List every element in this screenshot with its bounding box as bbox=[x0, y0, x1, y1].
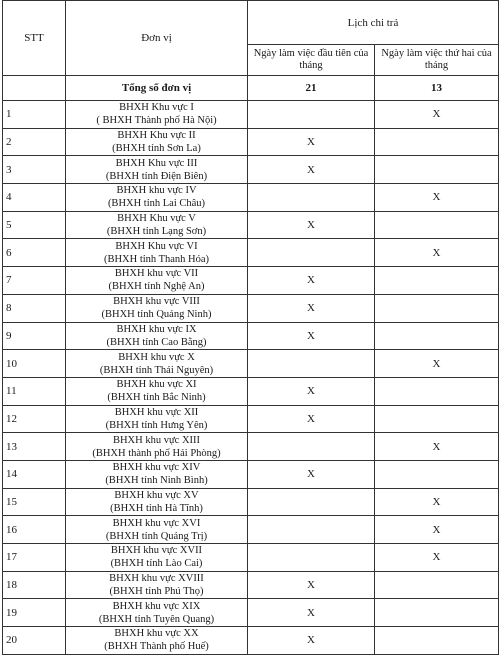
unit-name: BHXH khu vực VII bbox=[114, 268, 199, 280]
table-row bbox=[3, 405, 499, 433]
row-unit bbox=[66, 211, 248, 239]
row-stt: 13 bbox=[3, 433, 66, 461]
unit-name: BHXH Khu vực III bbox=[115, 157, 198, 169]
second-day-mark bbox=[375, 377, 499, 405]
unit-province: (BHXH tỉnh Bắc Ninh) bbox=[107, 392, 206, 404]
unit-province: (BHXH tỉnh Quảng Ninh) bbox=[101, 309, 212, 321]
row-unit bbox=[66, 350, 248, 378]
table-row bbox=[3, 156, 499, 184]
row-unit bbox=[66, 488, 248, 516]
first-day-mark: X bbox=[248, 128, 375, 156]
unit-province: (BHXH tỉnh Sơn La) bbox=[112, 143, 201, 155]
table-row bbox=[3, 544, 499, 572]
table-row bbox=[3, 516, 499, 544]
totals-first-count: 21 bbox=[248, 76, 375, 101]
table-row bbox=[3, 267, 499, 295]
unit-name: BHXH khu vực XVIII bbox=[109, 573, 204, 585]
second-day-mark bbox=[375, 627, 499, 655]
row-stt: 14 bbox=[3, 460, 66, 488]
row-stt: 15 bbox=[3, 488, 66, 516]
first-day-mark bbox=[248, 488, 375, 516]
row-unit bbox=[66, 627, 248, 655]
unit-name: BHXH khu vực IX bbox=[116, 323, 197, 335]
second-day-mark bbox=[375, 211, 499, 239]
second-day-mark: X bbox=[375, 516, 499, 544]
unit-name: BHXH khu vực XIV bbox=[112, 462, 201, 474]
second-day-mark: X bbox=[375, 239, 499, 267]
first-day-mark bbox=[248, 516, 375, 544]
table-row bbox=[3, 350, 499, 378]
unit-name: BHXH khu vực X bbox=[118, 351, 195, 363]
table-row bbox=[3, 488, 499, 516]
first-day-mark bbox=[248, 544, 375, 572]
unit-name: BHXH khu vực XII bbox=[114, 406, 199, 418]
header-schedule: Lịch chi trả bbox=[248, 1, 499, 45]
first-day-mark: X bbox=[248, 322, 375, 350]
unit-province: (BHXH tỉnh Điện Biên) bbox=[105, 170, 208, 182]
first-day-mark: X bbox=[248, 460, 375, 488]
unit-name: BHXH Khu vực V bbox=[117, 213, 196, 225]
unit-name: BHXH Khu vực VI bbox=[115, 240, 198, 252]
row-unit bbox=[66, 405, 248, 433]
second-day-mark bbox=[375, 294, 499, 322]
table-row bbox=[3, 571, 499, 599]
row-stt: 11 bbox=[3, 377, 66, 405]
row-stt: 20 bbox=[3, 627, 66, 655]
second-day-mark bbox=[375, 156, 499, 184]
first-day-mark bbox=[248, 101, 375, 129]
first-day-mark bbox=[248, 433, 375, 461]
second-day-mark bbox=[375, 599, 499, 627]
unit-province: (BHXH tỉnh Lào Cai) bbox=[110, 558, 203, 570]
unit-name: BHXH khu vực XV bbox=[114, 489, 199, 501]
table-row bbox=[3, 460, 499, 488]
second-day-mark: X bbox=[375, 350, 499, 378]
unit-name: BHXH khu vực IV bbox=[116, 185, 197, 197]
row-unit bbox=[66, 322, 248, 350]
second-day-mark bbox=[375, 405, 499, 433]
table-row bbox=[3, 294, 499, 322]
row-stt: 9 bbox=[3, 322, 66, 350]
row-unit bbox=[66, 544, 248, 572]
unit-name: BHXH khu vực XVI bbox=[112, 517, 201, 529]
totals-row bbox=[3, 76, 499, 101]
row-unit bbox=[66, 433, 248, 461]
row-stt: 17 bbox=[3, 544, 66, 572]
row-unit bbox=[66, 516, 248, 544]
first-day-mark bbox=[248, 350, 375, 378]
payment-schedule-table bbox=[2, 0, 499, 655]
row-stt: 3 bbox=[3, 156, 66, 184]
unit-province: (BHXH tỉnh Lai Châu) bbox=[107, 198, 206, 210]
first-day-mark: X bbox=[248, 405, 375, 433]
second-day-mark bbox=[375, 322, 499, 350]
row-stt: 7 bbox=[3, 267, 66, 295]
second-day-mark bbox=[375, 128, 499, 156]
unit-name: BHXH khu vực XIII bbox=[112, 434, 201, 446]
row-unit bbox=[66, 571, 248, 599]
header-second-working-day: Ngày làm việc thứ hai của tháng bbox=[375, 45, 499, 76]
row-stt: 4 bbox=[3, 184, 66, 212]
second-day-mark bbox=[375, 571, 499, 599]
totals-stt-cell bbox=[3, 76, 66, 101]
row-unit bbox=[66, 101, 248, 129]
table-row bbox=[3, 433, 499, 461]
second-day-mark bbox=[375, 460, 499, 488]
unit-province: (BHXH thành phố Hải Phòng) bbox=[92, 447, 221, 459]
table-row bbox=[3, 211, 499, 239]
row-stt: 12 bbox=[3, 405, 66, 433]
row-stt: 18 bbox=[3, 571, 66, 599]
unit-province: ( BHXH Thành phố Hà Nội) bbox=[96, 115, 217, 127]
unit-name: BHXH khu vực XI bbox=[116, 379, 197, 391]
row-unit bbox=[66, 239, 248, 267]
row-unit bbox=[66, 599, 248, 627]
table-row bbox=[3, 128, 499, 156]
unit-province: (BHXH tỉnh Phú Thọ) bbox=[109, 586, 204, 598]
unit-name: BHXH khu vực XVII bbox=[110, 545, 203, 557]
second-day-mark: X bbox=[375, 101, 499, 129]
unit-province: (BHXH tỉnh Tuyên Quang) bbox=[98, 613, 215, 625]
totals-second-count: 13 bbox=[375, 76, 499, 101]
row-unit bbox=[66, 156, 248, 184]
unit-name: BHXH Khu vực II bbox=[117, 130, 196, 142]
second-day-mark: X bbox=[375, 433, 499, 461]
unit-province: (BHXH tỉnh Thanh Hóa) bbox=[103, 253, 210, 265]
first-day-mark: X bbox=[248, 599, 375, 627]
row-unit bbox=[66, 377, 248, 405]
row-stt: 2 bbox=[3, 128, 66, 156]
row-stt: 19 bbox=[3, 599, 66, 627]
unit-province: (BHXH tỉnh Ninh Bình) bbox=[105, 475, 208, 487]
table-row bbox=[3, 184, 499, 212]
first-day-mark: X bbox=[248, 211, 375, 239]
first-day-mark: X bbox=[248, 377, 375, 405]
row-stt: 5 bbox=[3, 211, 66, 239]
table-row bbox=[3, 627, 499, 655]
unit-province: (BHXH tỉnh Quảng Trị) bbox=[105, 530, 208, 542]
first-day-mark bbox=[248, 184, 375, 212]
row-unit bbox=[66, 267, 248, 295]
unit-province: (BHXH tỉnh Thái Nguyên) bbox=[99, 364, 214, 376]
first-day-mark: X bbox=[248, 156, 375, 184]
unit-name: BHXH khu vực XX bbox=[114, 628, 199, 640]
header-first-working-day: Ngày làm việc đầu tiên của tháng bbox=[248, 45, 375, 76]
row-unit bbox=[66, 128, 248, 156]
totals-label: Tổng số đơn vị bbox=[66, 76, 248, 101]
table-row bbox=[3, 599, 499, 627]
second-day-mark: X bbox=[375, 544, 499, 572]
row-unit bbox=[66, 184, 248, 212]
unit-province: (BHXH Thành phố Huế) bbox=[104, 641, 209, 653]
unit-province: (BHXH tỉnh Cao Bằng) bbox=[106, 336, 207, 348]
row-stt: 6 bbox=[3, 239, 66, 267]
first-day-mark bbox=[248, 239, 375, 267]
first-day-mark: X bbox=[248, 627, 375, 655]
unit-province: (BHXH tỉnh Hưng Yên) bbox=[105, 419, 208, 431]
row-stt: 8 bbox=[3, 294, 66, 322]
second-day-mark bbox=[375, 267, 499, 295]
first-day-mark: X bbox=[248, 571, 375, 599]
unit-province: (BHXH tỉnh Hà Tĩnh) bbox=[110, 502, 203, 514]
first-day-mark: X bbox=[248, 294, 375, 322]
unit-name: BHXH khu vực XIX bbox=[112, 600, 201, 612]
unit-name: BHXH Khu vực I bbox=[119, 102, 194, 114]
unit-province: (BHXH tỉnh Nghệ An) bbox=[108, 281, 205, 293]
header-stt: STT bbox=[3, 1, 66, 76]
row-stt: 16 bbox=[3, 516, 66, 544]
table-row bbox=[3, 239, 499, 267]
header-unit: Đơn vị bbox=[66, 1, 248, 76]
table-row bbox=[3, 101, 499, 129]
second-day-mark: X bbox=[375, 184, 499, 212]
first-day-mark: X bbox=[248, 267, 375, 295]
row-stt: 10 bbox=[3, 350, 66, 378]
table-row bbox=[3, 322, 499, 350]
row-stt: 1 bbox=[3, 101, 66, 129]
row-unit bbox=[66, 294, 248, 322]
second-day-mark: X bbox=[375, 488, 499, 516]
unit-province: (BHXH tỉnh Lạng Sơn) bbox=[106, 226, 207, 238]
row-unit bbox=[66, 460, 248, 488]
table-row bbox=[3, 377, 499, 405]
unit-name: BHXH khu vực VIII bbox=[113, 296, 200, 308]
